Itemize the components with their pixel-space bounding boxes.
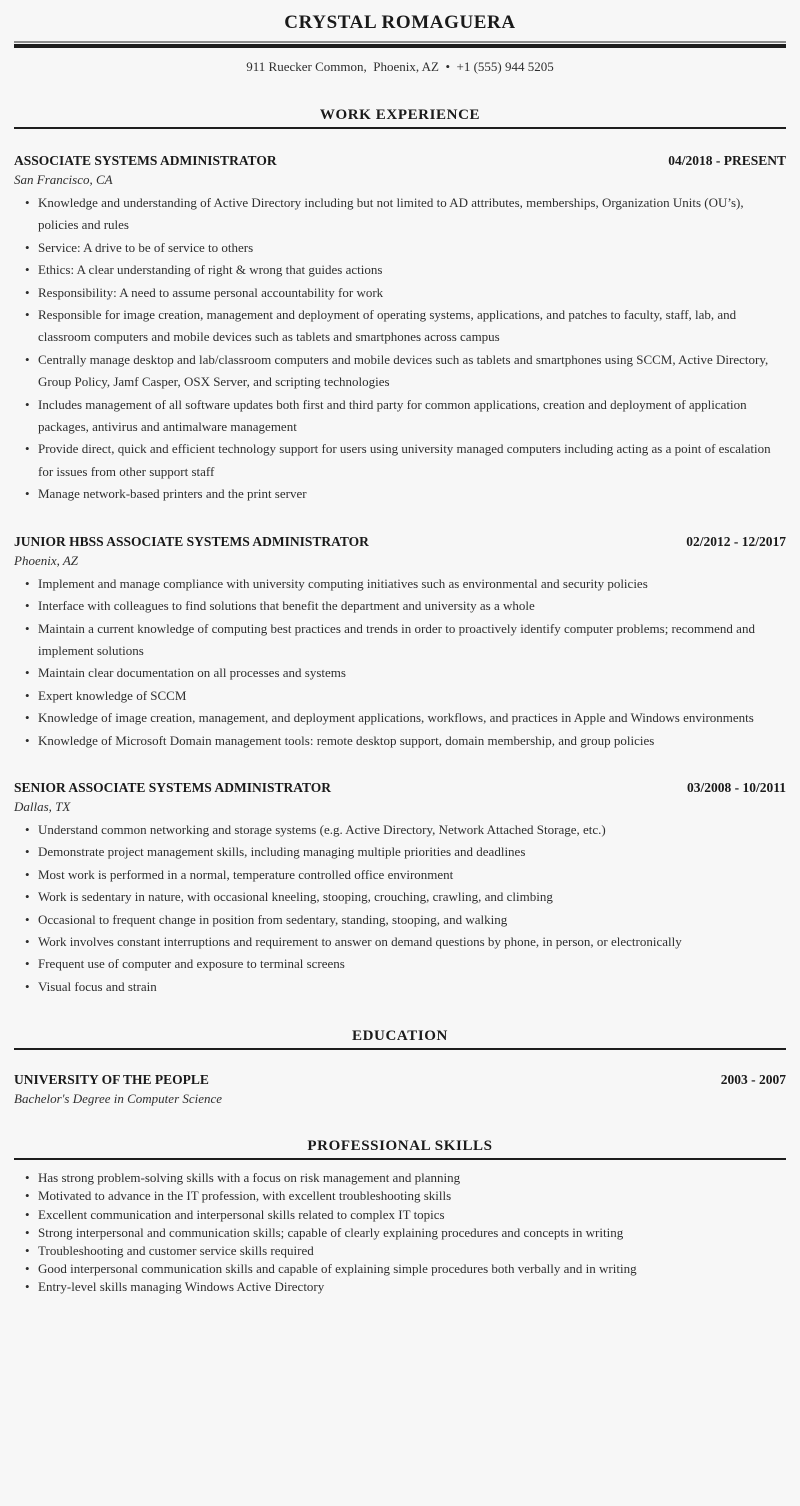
job-bullet: • Knowledge of Microsoft Domain management tools: remote desktop support, domain membership, and group policies <box>38 730 786 752</box>
job-bullet-list <box>14 573 786 752</box>
job-bullet: • Maintain clear documentation on all processes and systems <box>38 662 786 684</box>
job-title: SENIOR ASSOCIATE SYSTEMS ADMINISTRATOR <box>14 779 331 795</box>
education-entry <box>14 1070 786 1108</box>
job-bullet: • Includes management of all software updates both first and third party for common applications, creation and deployment of application packages, antivirus and antimalware management <box>38 394 786 439</box>
job-bullet: • Interface with colleagues to find solutions that benefit the department and university as a whole <box>38 595 786 617</box>
section-title-work-experience: WORK EXPERIENCE <box>319 107 481 123</box>
job-header <box>14 532 786 551</box>
education-header <box>14 1070 786 1089</box>
skills-bullet-list <box>14 1169 786 1296</box>
skill-bullet: • Troubleshooting and customer service skills required <box>38 1242 786 1260</box>
job-bullet-list <box>14 192 786 506</box>
skill-bullet: • Excellent communication and interpersonal skills related to complex IT topics <box>38 1206 786 1224</box>
job-bullet: • Work involves constant interruptions and requirement to answer on demand questions by phone, in person, or electronically <box>38 931 786 953</box>
skill-bullet: • Entry-level skills managing Windows Active Directory <box>38 1278 786 1296</box>
job-bullet: • Most work is performed in a normal, temperature controlled office environment <box>38 864 786 886</box>
contact-line: 911 Ruecker Common, Phoenix, AZ • +1 (555) 944 5205 <box>246 59 554 74</box>
job-dates: 02/2012 - 12/2017 <box>686 533 786 549</box>
work-experience-divider <box>14 127 786 129</box>
job-entry-senior-associate-systems-administrator <box>14 778 786 998</box>
job-bullet: • Understand common networking and storage systems (e.g. Active Directory, Network Attached Storage, etc.) <box>38 819 786 841</box>
job-location: Dallas, TX <box>14 798 71 814</box>
job-bullet: • Occasional to frequent change in position from sedentary, standing, stooping, and walking <box>38 909 786 931</box>
skill-bullet: • Has strong problem-solving skills with a focus on risk management and planning <box>38 1169 786 1187</box>
job-bullet: • Responsibility: A need to assume personal accountability for work <box>38 282 786 304</box>
header-divider <box>14 41 786 48</box>
job-bullet: • Service: A drive to be of service to others <box>38 237 786 259</box>
job-bullet: • Maintain a current knowledge of computing best practices and trends in order to proactively identify computer problems; recommend and implement solutions <box>38 618 786 663</box>
job-bullet: • Provide direct, quick and efficient technology support for users using university managed computers including acting as a point of escalation for issues from other support staff <box>38 438 786 483</box>
job-bullet: • Knowledge and understanding of Active Directory including but not limited to AD attributes, memberships, Organization Units (OU’s), policies and rules <box>38 192 786 237</box>
job-bullet: • Centrally manage desktop and lab/classroom computers and mobile devices such as tablets and smartphones using SCCM, Active Directory, Group Policy, Jamf Casper, OSX Server, and scripting technologies <box>38 349 786 394</box>
job-bullet: • Ethics: A clear understanding of right & wrong that guides actions <box>38 259 786 281</box>
job-bullet: • Work is sedentary in nature, with occasional kneeling, stooping, crouching, crawling, and climbing <box>38 886 786 908</box>
job-bullet: • Frequent use of computer and exposure to terminal screens <box>38 953 786 975</box>
job-title: JUNIOR HBSS ASSOCIATE SYSTEMS ADMINISTRATOR <box>14 533 369 549</box>
degree-name: Bachelor's Degree in Computer Science <box>14 1091 223 1107</box>
job-location: San Francisco, CA <box>14 172 113 187</box>
job-dates: 03/2008 - 10/2011 <box>686 779 786 795</box>
job-bullet: • Demonstrate project management skills, including managing multiple priorities and deadlines <box>38 841 786 863</box>
section-title-education: EDUCATION <box>352 1028 448 1045</box>
professional-skills-divider <box>14 1158 786 1160</box>
job-bullet: • Implement and manage compliance with university computing initiatives such as environmental and security policies <box>38 573 786 595</box>
education-dates: 2003 - 2007 <box>720 1072 786 1088</box>
person-name: CRYSTAL ROMAGUERA <box>284 12 516 33</box>
job-header <box>14 778 786 797</box>
job-header <box>14 151 786 170</box>
job-bullet: • Responsible for image creation, management and deployment of operating systems, applications, and patches to faculty, staff, lab, and classroom computers and mobile devices such as tablets and smartphones across campus <box>38 304 786 349</box>
section-title-professional-skills: PROFESSIONAL SKILLS <box>307 1138 493 1155</box>
job-dates: 04/2018 - PRESENT <box>668 153 786 168</box>
job-entry-associate-systems-administrator <box>14 151 786 506</box>
job-bullet-list <box>14 819 786 998</box>
skill-bullet: • Motivated to advance in the IT profession, with excellent troubleshooting skills <box>38 1187 786 1205</box>
skill-bullet: • Strong interpersonal and communication skills; capable of clearly explaining procedures and concepts in writing <box>38 1224 786 1242</box>
school-name: UNIVERSITY OF THE PEOPLE <box>14 1072 209 1088</box>
job-entry-junior-hbss-associate-systems-administrator <box>14 532 786 752</box>
skill-bullet: • Good interpersonal communication skills and capable of explaining simple procedures both verbally and in writing <box>38 1260 786 1278</box>
education-divider <box>14 1048 786 1050</box>
job-bullet: • Manage network-based printers and the print server <box>38 483 786 505</box>
job-location: Phoenix, AZ <box>14 552 79 568</box>
job-bullet: • Expert knowledge of SCCM <box>38 685 786 707</box>
job-bullet: • Knowledge of image creation, management, and deployment applications, workflows, and practices in Apple and Windows environments <box>38 707 786 729</box>
job-title: ASSOCIATE SYSTEMS ADMINISTRATOR <box>14 153 277 168</box>
job-bullet: • Visual focus and strain <box>38 976 786 998</box>
